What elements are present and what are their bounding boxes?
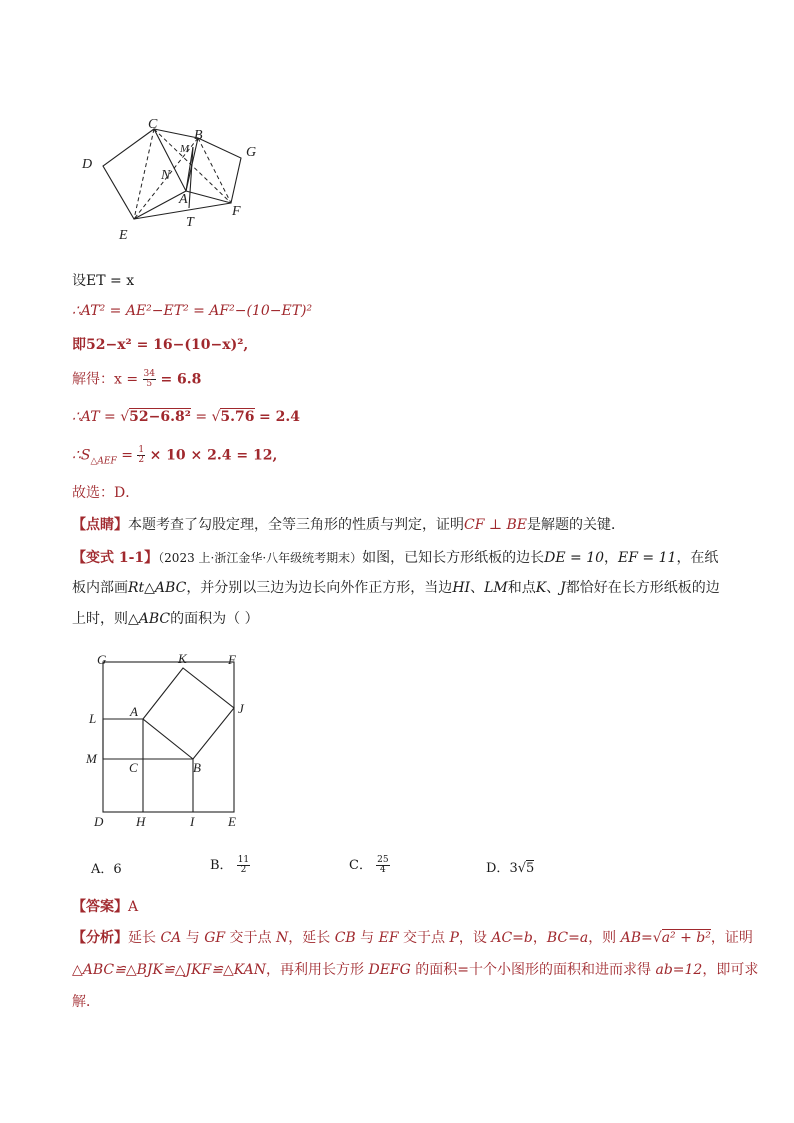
variant-lm: LM (484, 580, 508, 596)
area-subscript: △AEF (90, 456, 117, 467)
let-text: 设ET = x (72, 273, 135, 289)
solve-fraction (143, 370, 156, 389)
fig2-label-h: H (136, 814, 146, 829)
solution-choice-line (72, 484, 139, 502)
variant-l3-a: 上时，则 (72, 611, 128, 627)
figure-2-diagram (80, 648, 260, 833)
variant-line-2 (72, 579, 720, 597)
fig1-seg-cb (154, 129, 198, 138)
analysis-congruence: △ABC≌△BJK≌△JKF≌△KAN (72, 962, 267, 978)
area-numerator: 1 (138, 445, 145, 455)
analysis-l1-e: 交于点 (225, 930, 276, 946)
analysis-l1-g: ，延长 (288, 930, 335, 946)
analysis-bc-a: BC=a (546, 930, 589, 946)
fig1-label-d: D (82, 157, 93, 172)
answer-value: A (128, 899, 139, 915)
analysis-ab: AB= (620, 930, 653, 946)
fig2-rectangle-defg (103, 662, 234, 812)
solution-area-line (72, 446, 277, 470)
answer-tag: 【答案】 (72, 899, 128, 915)
fig1-label-c: C (148, 117, 158, 132)
at-suffix: = 2.4 (258, 409, 300, 425)
fig2-square-ac (103, 719, 143, 759)
option-c[interactable] (349, 856, 390, 875)
fig1-label-b: B (194, 128, 203, 143)
variant-l1-e: ，在纸 (676, 550, 719, 566)
solve-suffix: = 6.8 (160, 371, 202, 388)
fig1-label-t: T (186, 215, 194, 230)
analysis-sqrt-sign: √ (652, 930, 662, 946)
analysis-p: P (449, 930, 459, 946)
comment-line (72, 516, 625, 534)
option-a-letter: A． (91, 862, 114, 877)
variant-line-1 (72, 549, 718, 567)
fig1-label-n: N (161, 168, 171, 183)
variant-source: （2023 上·浙江金华·八年级统考期末） (158, 551, 363, 565)
analysis-line-2 (72, 961, 758, 979)
option-a[interactable] (91, 862, 122, 878)
solution-at-line (72, 408, 300, 426)
fig1-label-f: F (232, 204, 241, 219)
analysis-ac-b: AC=b (491, 930, 533, 946)
variant-k: K (535, 580, 547, 596)
at-mid: = (195, 409, 212, 425)
variant-l2-i: 、 (546, 580, 561, 596)
option-b-numerator: 11 (237, 855, 250, 865)
fig1-square-abgf (186, 138, 241, 203)
fig2-label-g: G (97, 652, 107, 667)
fig2-square-bc (143, 759, 193, 812)
fig2-label-i: I (190, 814, 195, 829)
solution-at2-line (72, 302, 312, 320)
at-radicand-2: 5.76 (220, 409, 255, 425)
area-denominator: 2 (138, 455, 145, 465)
fig2-label-f: F (228, 652, 236, 667)
option-d-radicand: 5 (526, 861, 535, 876)
at-prefix: ∴AT = (72, 409, 121, 425)
comment-expression: CF ⊥ BE (464, 517, 527, 533)
analysis-ef: EF (378, 930, 399, 946)
fig2-label-l: L (89, 711, 97, 726)
analysis-l1-k: 交于点 (398, 930, 450, 946)
variant-l2-k: 都恰好在长方形纸板的边 (565, 580, 720, 596)
analysis-l1-m: ，设 (458, 930, 492, 946)
answer-line (72, 898, 138, 916)
option-b-fraction (237, 856, 250, 875)
fig2-label-d: D (94, 814, 104, 829)
sqrt-sign-2: √ (211, 409, 221, 425)
area-fraction (137, 446, 145, 465)
fig1-dash-cf (154, 129, 231, 203)
comment-tag: 【点睛】 (72, 517, 128, 533)
fig1-label-m: M (180, 143, 190, 155)
fig1-label-e: E (119, 228, 128, 243)
option-d-coefficient: 3 (509, 861, 518, 876)
analysis-cb: CB (334, 930, 356, 946)
variant-l2-e: 、 (470, 580, 485, 596)
analysis-ca: CA (160, 930, 182, 946)
analysis-l1-c: 与 (181, 930, 205, 946)
analysis-l2-d: 的面积=十个小图形的面积和进而求得 (410, 962, 656, 978)
analysis-line-3 (72, 993, 100, 1011)
analysis-l2-b: ，再利用长方形 (266, 962, 369, 978)
solve-denominator: 5 (146, 379, 153, 389)
analysis-n: N (276, 930, 289, 946)
variant-hi: HI (452, 580, 471, 596)
variant-rt-abc: Rt△ABC (128, 580, 187, 596)
fig2-label-c: C (129, 760, 138, 775)
variant-l1-a: 如图，已知长方形纸板的边长 (362, 550, 545, 566)
sqrt-sign-1: √ (120, 409, 130, 425)
option-b-denominator: 2 (240, 865, 247, 875)
variant-l2-c: ，并分别以三边为边长向外作正方形，当边 (186, 580, 453, 596)
variant-tag: 【变式 1-1】 (72, 550, 159, 566)
fig2-label-e: E (228, 814, 236, 829)
fig2-label-m: M (86, 751, 97, 766)
solve-prefix: 解得：x = (72, 371, 143, 388)
variant-line-3 (72, 610, 259, 628)
fig1-label-a: A (179, 192, 188, 207)
fig1-label-g: G (246, 145, 257, 160)
analysis-l1-a: 延长 (128, 930, 161, 946)
option-c-denominator: 4 (379, 865, 386, 875)
variant-l2-g: 和点 (507, 580, 536, 596)
option-d[interactable] (486, 861, 534, 877)
analysis-l1-q: ，则 (588, 930, 621, 946)
analysis-gf: GF (204, 930, 226, 946)
analysis-radicand: a² + b² (661, 930, 711, 946)
at2-expression: ∴AT² = AE²−ET² = AF²−(10−ET)² (72, 303, 313, 319)
area-suffix: × 10 × 2.4 = 12, (149, 447, 278, 464)
option-a-value: 6 (113, 862, 122, 877)
fig2-label-b: B (193, 760, 201, 775)
analysis-l1-o: ， (532, 930, 547, 946)
fig2-label-k: K (178, 651, 187, 666)
analysis-tag: 【分析】 (72, 930, 128, 946)
variant-l3-c: 的面积为（ ） (170, 611, 259, 627)
fig2-label-a: A (130, 704, 138, 719)
variant-l2-a: 板内部画 (72, 580, 128, 596)
variant-j: J (560, 580, 566, 596)
option-b-letter: B． (210, 858, 233, 873)
variant-de: DE = 10 (544, 550, 605, 566)
fig1-dash-bf (198, 138, 231, 203)
solution-let-line (72, 272, 134, 290)
solve-numerator: 34 (143, 369, 155, 379)
choice-text: 故选：D． (72, 485, 140, 501)
option-d-sqrt-sign: √ (517, 861, 527, 876)
analysis-l1-t: ，证明 (710, 930, 753, 946)
option-c-letter: C． (349, 858, 372, 873)
analysis-line-1 (72, 929, 753, 947)
fig2-square-abjk (143, 668, 234, 759)
variant-triangle-abc: △ABC (128, 611, 171, 627)
comment-text-1: 本题考查了勾股定理，全等三角形的性质与判定，证明 (128, 517, 464, 533)
area-eq: = (121, 447, 138, 464)
equation-text: 即52−x² = 16−(10−x)², (72, 337, 249, 353)
option-c-fraction (376, 856, 389, 875)
analysis-l3: 解． (72, 994, 100, 1010)
comment-text-2: 是解题的关键． (527, 517, 625, 533)
option-d-letter: D． (486, 861, 510, 876)
fig2-label-j: J (238, 701, 244, 716)
figure-1-diagram (76, 112, 276, 247)
variant-ef: EF = 11 (618, 550, 677, 566)
solution-equation-line (72, 336, 248, 354)
variant-l1-c: ， (604, 550, 619, 566)
analysis-l2-f: ，即可求 (702, 962, 759, 978)
analysis-defg: DEFG (368, 962, 411, 978)
option-c-numerator: 25 (377, 855, 389, 865)
option-b[interactable] (210, 856, 250, 875)
at-radicand-1: 52−6.8² (129, 409, 191, 425)
analysis-ab12: ab=12 (655, 962, 703, 978)
solution-solve-line (72, 370, 201, 389)
analysis-l1-i: 与 (355, 930, 379, 946)
area-prefix: ∴S (72, 447, 91, 464)
fig1-dash-ce (134, 129, 154, 219)
